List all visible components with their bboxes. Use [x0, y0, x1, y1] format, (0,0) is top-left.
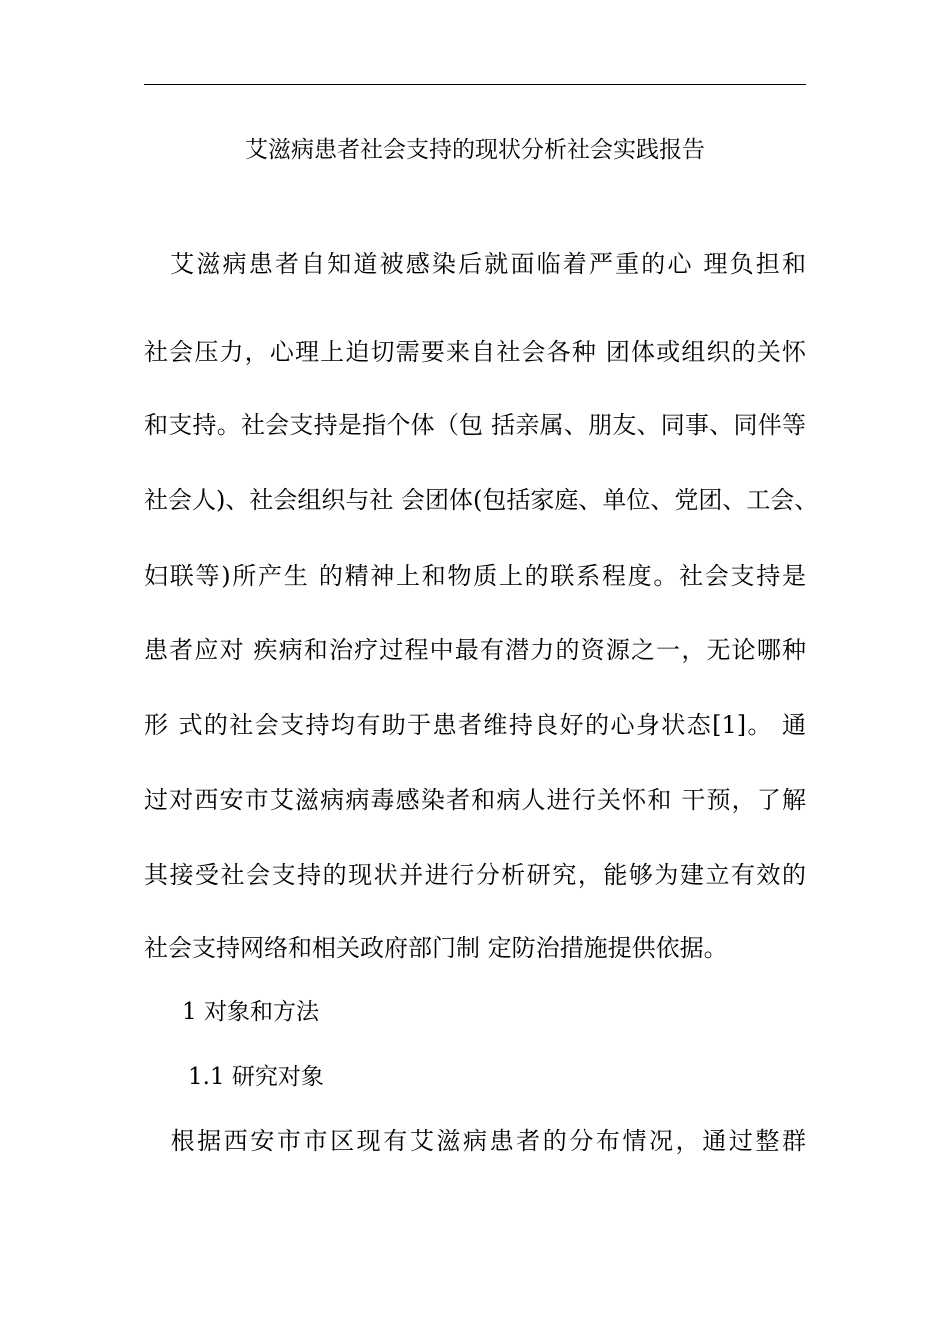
paragraph-1-line-4: 社会人)、社会组织与社 会团体(包括家庭、单位、党团、工会、 — [144, 486, 819, 514]
section-1-1-heading: 1.1 研究对象 — [188, 1064, 324, 1090]
paragraph-1-line-1: 艾滋病患者自知道被感染后就面临着严重的心 理负担和 — [144, 250, 806, 278]
paragraph-1-line-3: 和支持。社会支持是指个体（包 括亲属、朋友、同事、同伴等 — [144, 411, 806, 439]
paragraph-1-line-10: 社会支持网络和相关政府部门制 定防治措施提供依据。 — [144, 934, 728, 962]
section-1-heading: 1 对象和方法 — [182, 999, 319, 1025]
paragraph-2-line-1: 根据西安市市区现有艾滋病患者的分布情况，通过整群 — [144, 1127, 806, 1155]
paragraph-1-line-2: 社会压力，心理上迫切需要来自社会各种 团体或组织的关怀 — [144, 338, 806, 366]
header-rule — [144, 84, 806, 85]
paragraph-1-line-5: 妇联等)所产生 的精神上和物质上的联系程度。社会支持是 — [144, 562, 806, 590]
paragraph-1-line-9: 其接受社会支持的现状并进行分析研究，能够为建立有效的 — [144, 861, 806, 889]
paragraph-1-line-6: 患者应对 疾病和治疗过程中最有潜力的资源之一，无论哪种 — [144, 636, 806, 664]
document-title: 艾滋病患者社会支持的现状分析社会实践报告 — [245, 137, 705, 163]
paragraph-1-line-8: 过对西安市艾滋病病毒感染者和病人进行关怀和 干预，了解 — [144, 786, 806, 814]
paragraph-1-line-7: 形 式的社会支持均有助于患者维持良好的心身状态[1]。 通 — [144, 711, 806, 739]
